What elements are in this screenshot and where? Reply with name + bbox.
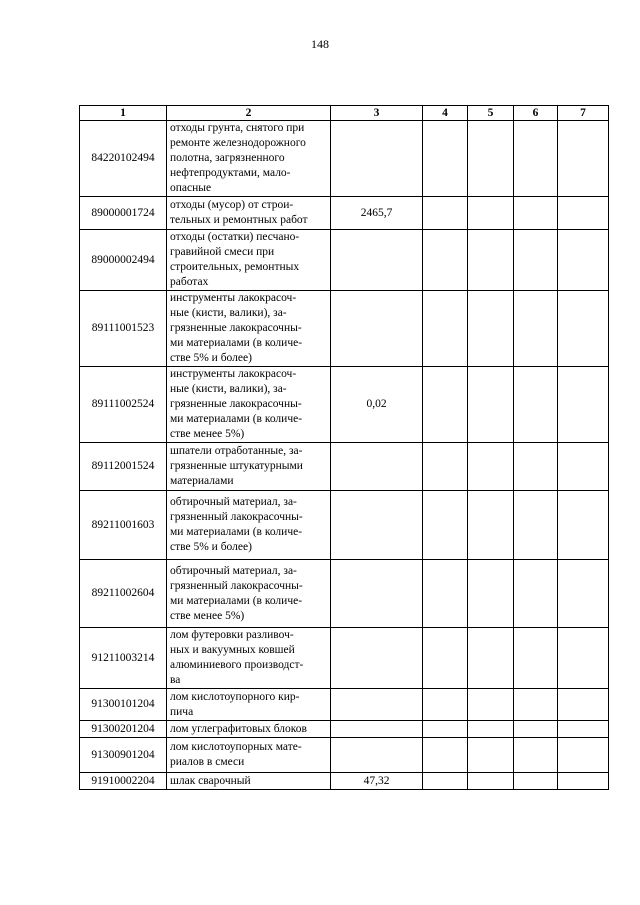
col-3-value	[331, 721, 423, 738]
table-row	[80, 491, 609, 560]
col-5-cell	[468, 367, 514, 443]
waste-name: лом кислотоупорных мате- риалов в смеси	[167, 738, 331, 773]
table-row	[80, 367, 609, 443]
col-6-cell	[514, 560, 558, 628]
page-number: 148	[311, 37, 329, 51]
col-4-cell	[423, 121, 468, 197]
waste-name: обтирочный материал, за- грязненный лакокрасочны- ми материалами (в количе- стве 5% и более)	[167, 491, 331, 560]
col-7-cell	[558, 367, 609, 443]
col-4-cell	[423, 689, 468, 721]
table-row	[80, 197, 609, 230]
col-6-cell	[514, 121, 558, 197]
col-5-cell	[468, 197, 514, 230]
header-col-1: 1	[80, 106, 167, 121]
waste-code: 91300901204	[80, 738, 167, 773]
table-row	[80, 230, 609, 291]
col-3-value: 47,32	[331, 773, 423, 790]
waste-name: шлак сварочный	[167, 773, 331, 790]
col-6-cell	[514, 197, 558, 230]
waste-name: лом углеграфитовых блоков	[167, 721, 331, 738]
col-7-cell	[558, 689, 609, 721]
waste-name: отходы (остатки) песчано- гравийной смеси при строительных, ремонтных работах	[167, 230, 331, 291]
col-7-cell	[558, 738, 609, 773]
header-col-3: 3	[331, 106, 423, 121]
col-4-cell	[423, 773, 468, 790]
waste-code: 89211001603	[80, 491, 167, 560]
table-row	[80, 738, 609, 773]
waste-code: 89112001524	[80, 443, 167, 491]
col-4-cell	[423, 367, 468, 443]
col-7-cell	[558, 291, 609, 367]
header-col-2: 2	[167, 106, 331, 121]
col-3-value	[331, 491, 423, 560]
col-3-value	[331, 560, 423, 628]
col-3-value	[331, 738, 423, 773]
col-7-cell	[558, 491, 609, 560]
col-6-cell	[514, 491, 558, 560]
waste-name: обтирочный материал, за- грязненный лакокрасочны- ми материалами (в количе- стве менее 5%)	[167, 560, 331, 628]
waste-table	[79, 105, 609, 790]
col-5-cell	[468, 721, 514, 738]
col-5-cell	[468, 230, 514, 291]
col-4-cell	[423, 560, 468, 628]
waste-code: 91211003214	[80, 628, 167, 689]
col-6-cell	[514, 689, 558, 721]
col-6-cell	[514, 721, 558, 738]
header-row	[80, 106, 609, 121]
col-7-cell	[558, 628, 609, 689]
col-4-cell	[423, 738, 468, 773]
col-4-cell	[423, 491, 468, 560]
waste-code: 89211002604	[80, 560, 167, 628]
col-6-cell	[514, 628, 558, 689]
col-4-cell	[423, 443, 468, 491]
waste-code: 91300101204	[80, 689, 167, 721]
waste-name: шпатели отработанные, за- грязненные штукатурными материалами	[167, 443, 331, 491]
header-col-5: 5	[468, 106, 514, 121]
col-6-cell	[514, 291, 558, 367]
col-5-cell	[468, 773, 514, 790]
col-7-cell	[558, 560, 609, 628]
table-row	[80, 721, 609, 738]
col-6-cell	[514, 738, 558, 773]
waste-code: 89111001523	[80, 291, 167, 367]
col-7-cell	[558, 121, 609, 197]
col-6-cell	[514, 230, 558, 291]
col-3-value	[331, 230, 423, 291]
waste-code: 91910002204	[80, 773, 167, 790]
col-4-cell	[423, 291, 468, 367]
header-col-7: 7	[558, 106, 609, 121]
waste-code: 89111002524	[80, 367, 167, 443]
table-row	[80, 121, 609, 197]
waste-name: отходы (мусор) от строи- тельных и ремонтных работ	[167, 197, 331, 230]
waste-code: 89000001724	[80, 197, 167, 230]
col-4-cell	[423, 721, 468, 738]
col-4-cell	[423, 628, 468, 689]
waste-name: лом футеровки разливоч- ных и вакуумных ковшей алюминиевого производст- ва	[167, 628, 331, 689]
col-3-value: 0,02	[331, 367, 423, 443]
table-row	[80, 443, 609, 491]
col-3-value	[331, 628, 423, 689]
header-col-6: 6	[514, 106, 558, 121]
col-5-cell	[468, 291, 514, 367]
waste-name: инструменты лакокрасоч- ные (кисти, валики), за- грязненные лакокрасочны- ми материалами (в количе- стве 5% и более)	[167, 291, 331, 367]
waste-code: 89000002494	[80, 230, 167, 291]
col-6-cell	[514, 367, 558, 443]
col-7-cell	[558, 197, 609, 230]
col-6-cell	[514, 773, 558, 790]
col-7-cell	[558, 443, 609, 491]
col-5-cell	[468, 628, 514, 689]
col-7-cell	[558, 773, 609, 790]
header-col-4: 4	[423, 106, 468, 121]
table-row	[80, 773, 609, 790]
col-6-cell	[514, 443, 558, 491]
col-7-cell	[558, 721, 609, 738]
col-5-cell	[468, 689, 514, 721]
table-row	[80, 291, 609, 367]
col-5-cell	[468, 491, 514, 560]
table-row	[80, 560, 609, 628]
col-3-value	[331, 291, 423, 367]
col-7-cell	[558, 230, 609, 291]
col-5-cell	[468, 738, 514, 773]
col-3-value	[331, 689, 423, 721]
col-4-cell	[423, 197, 468, 230]
table-row	[80, 689, 609, 721]
col-5-cell	[468, 443, 514, 491]
waste-code: 84220102494	[80, 121, 167, 197]
col-3-value	[331, 443, 423, 491]
waste-name: инструменты лакокрасоч- ные (кисти, валики), за- грязненные лакокрасочны- ми материалами (в количе- стве менее 5%)	[167, 367, 331, 443]
col-5-cell	[468, 121, 514, 197]
waste-name: отходы грунта, снятого при ремонте железнодорожного полотна, загрязненного нефтепродуктами, мало- опасные	[167, 121, 331, 197]
waste-name: лом кислотоупорного кир- пича	[167, 689, 331, 721]
table-row	[80, 628, 609, 689]
col-3-value: 2465,7	[331, 197, 423, 230]
col-3-value	[331, 121, 423, 197]
col-4-cell	[423, 230, 468, 291]
waste-code: 91300201204	[80, 721, 167, 738]
col-5-cell	[468, 560, 514, 628]
